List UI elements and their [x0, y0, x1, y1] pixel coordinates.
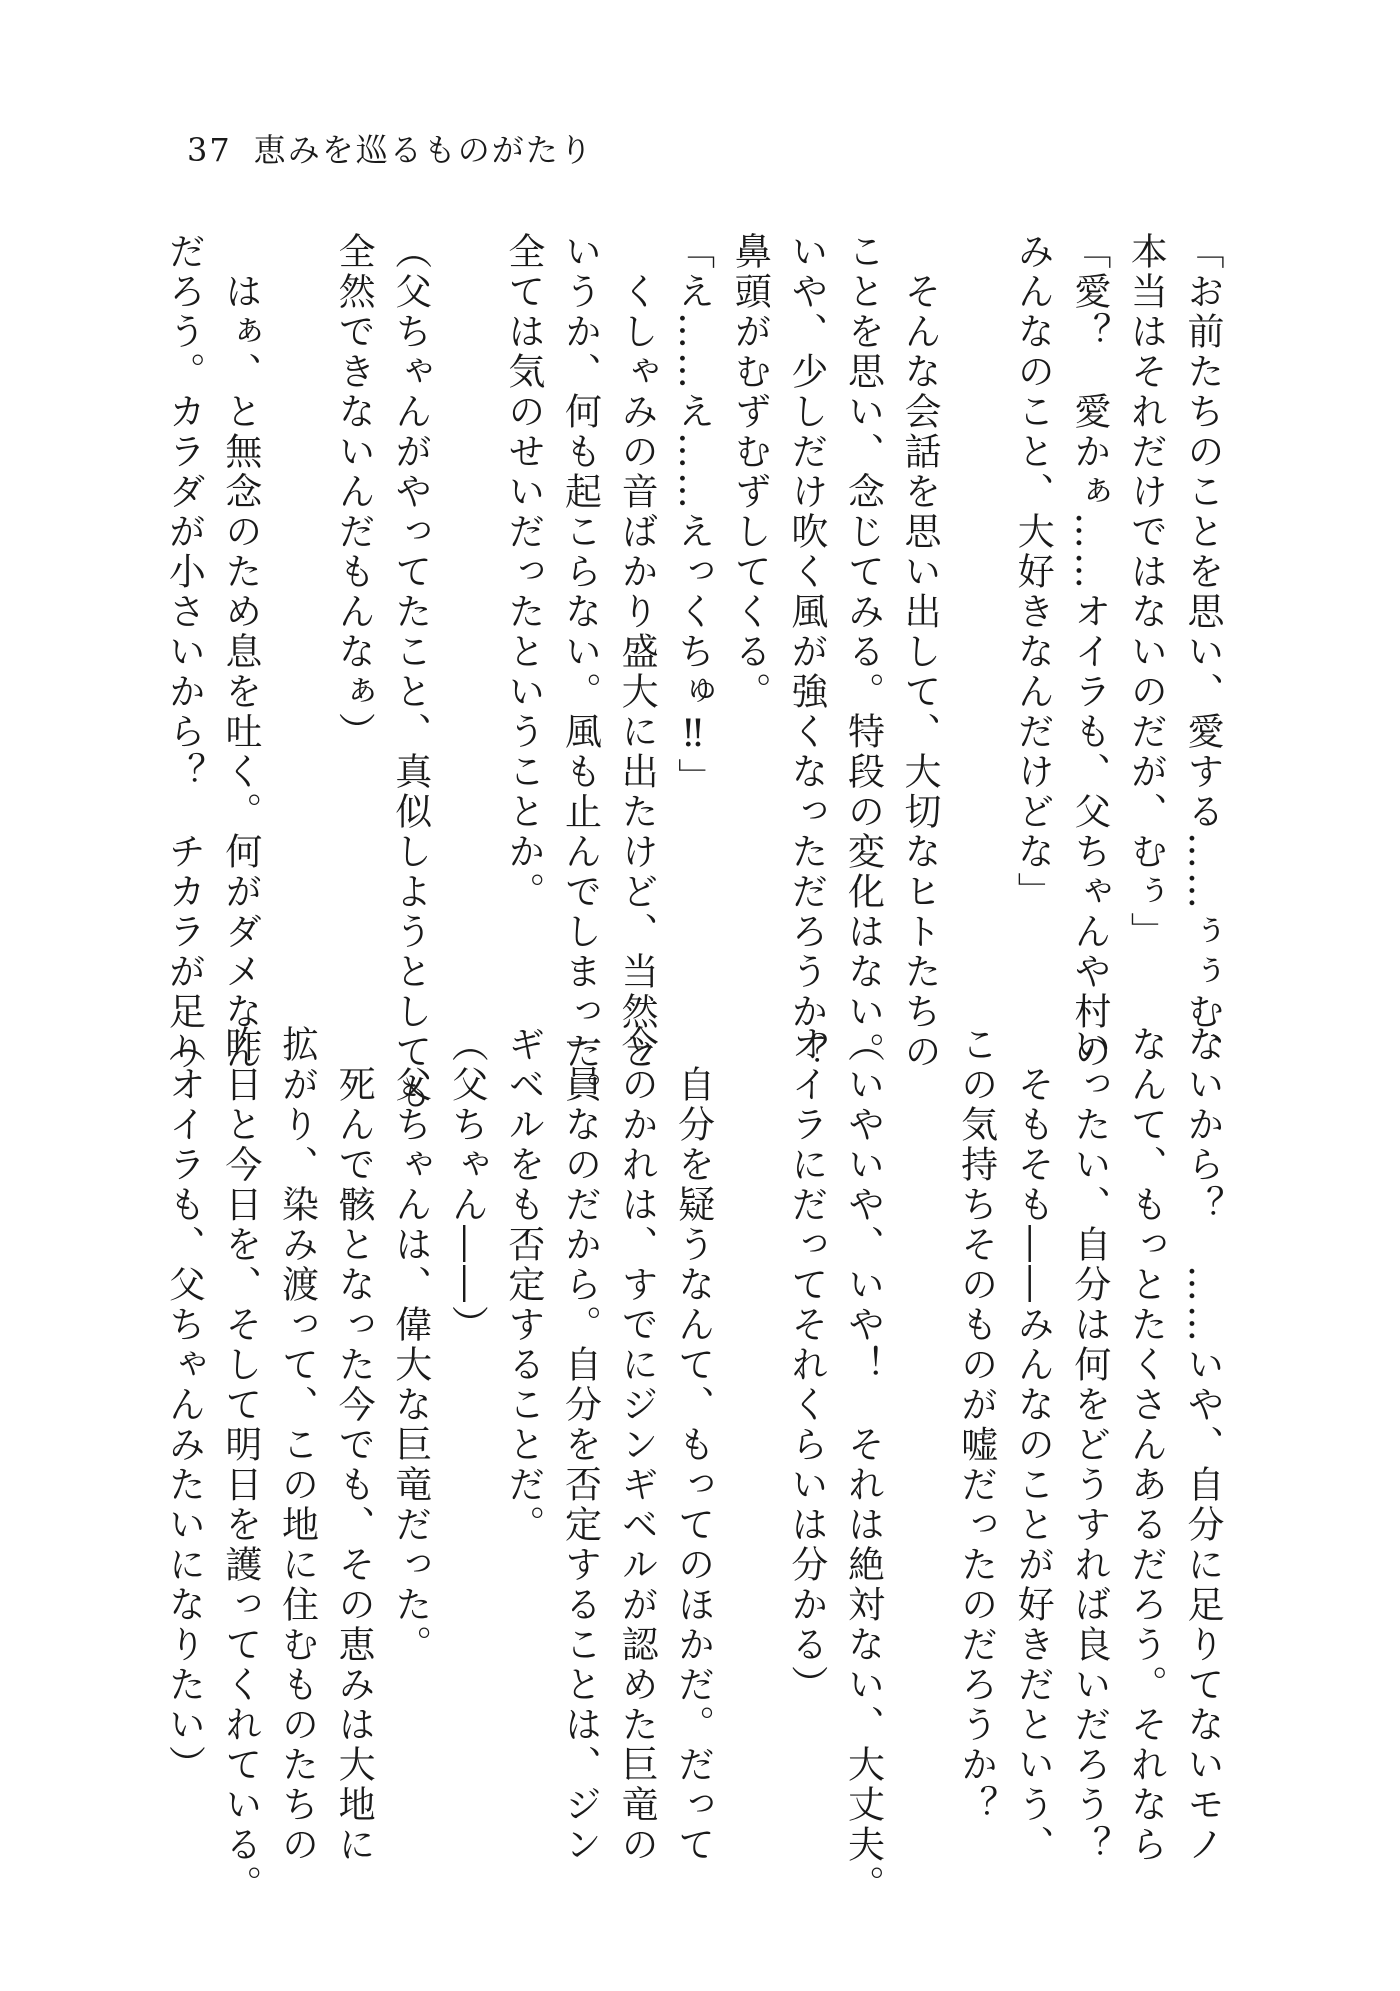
text-column: 死んで骸となった今でも、その恵みは大地に: [332, 1025, 376, 1865]
text-column: 一員なのだから。自分を否定することは、ジン: [558, 1025, 602, 1865]
text-column: いうか、何も起こらない。風も止んでしまった。: [558, 232, 602, 1112]
text-column: ギベルをも否定することだ。: [501, 1025, 545, 1545]
text-column: 本当はそれだけではないのだが、むぅ」: [1124, 232, 1168, 952]
text-column: （オイラも、父ちゃんみたいになりたい）: [162, 1025, 206, 1785]
text-column: （父ちゃん――）: [445, 1025, 489, 1345]
upper-text-block: [155, 232, 1230, 1112]
text-column: 昨日と今日を、そして明日を護ってくれている。: [218, 1025, 262, 1905]
text-column: 「愛？ 愛かぁ……オイラも、父ちゃんや村の: [1067, 232, 1111, 1072]
text-column: オイラにだってそれくらいは分かる）: [784, 1025, 828, 1705]
chapter-title: 恵みを巡るものがたり: [253, 131, 594, 169]
text-column: 全然できないんだもんなぁ）: [332, 232, 376, 752]
text-column: だろう。カラダが小さいから？ チカラが足り: [162, 232, 206, 1072]
text-column: そんな会話を思い出して、大切なヒトたちの: [898, 232, 942, 1072]
text-column: 父ちゃんは、偉大な巨竜だった。: [388, 1025, 432, 1665]
text-column: はぁ、と無念のため息を吐く。何がダメなん: [218, 232, 262, 1072]
text-column: 「お前たちのことを思い、愛する……ぅぅむ、: [1181, 232, 1224, 1072]
running-header: [187, 128, 594, 172]
text-column: ないから？ ……いや、自分に足りてないモノ: [1181, 1025, 1224, 1865]
text-column: ことを思い、念じてみる。特段の変化はない。: [841, 232, 885, 1072]
text-column: 今のかれは、すでにジンギベルが認めた巨竜の: [615, 1025, 659, 1865]
text-column: みんなのこと、大好きなんだけどな」: [1011, 232, 1055, 912]
text-column: 自分を疑うなんて、もってのほかだ。だって: [671, 1025, 715, 1865]
page-number: 37: [187, 131, 232, 169]
text-column: （いやいや、いや！ それは絶対ない、大丈夫。: [841, 1025, 885, 1905]
text-column: くしゃみの音ばかり盛大に出たけど、当然と: [615, 232, 659, 1072]
text-column: 拡がり、染み渡って、この地に住むものたちの: [275, 1025, 319, 1865]
text-column: 鼻頭がむずむずしてくる。: [728, 232, 772, 712]
text-column: なんて、もっとたくさんあるだろう。それなら: [1124, 1025, 1168, 1865]
text-column: 「え……え……えっくちゅ‼」: [671, 232, 715, 798]
text-column: いったい、自分は何をどうすれば良いだろう？: [1067, 1025, 1111, 1865]
text-column: この気持ちそのものが嘘だったのだろうか？: [954, 1025, 998, 1825]
text-column: （父ちゃんがやってたこと、真似しようとしても: [388, 232, 432, 1112]
text-column: いや、少しだけ吹く風が強くなっただろうか？: [784, 232, 828, 1072]
lower-text-block: [155, 1025, 1230, 1905]
text-column: 全ては気のせいだったということか。: [501, 232, 545, 912]
text-column: そもそも――みんなのことが好きだという、: [1011, 1025, 1055, 1865]
